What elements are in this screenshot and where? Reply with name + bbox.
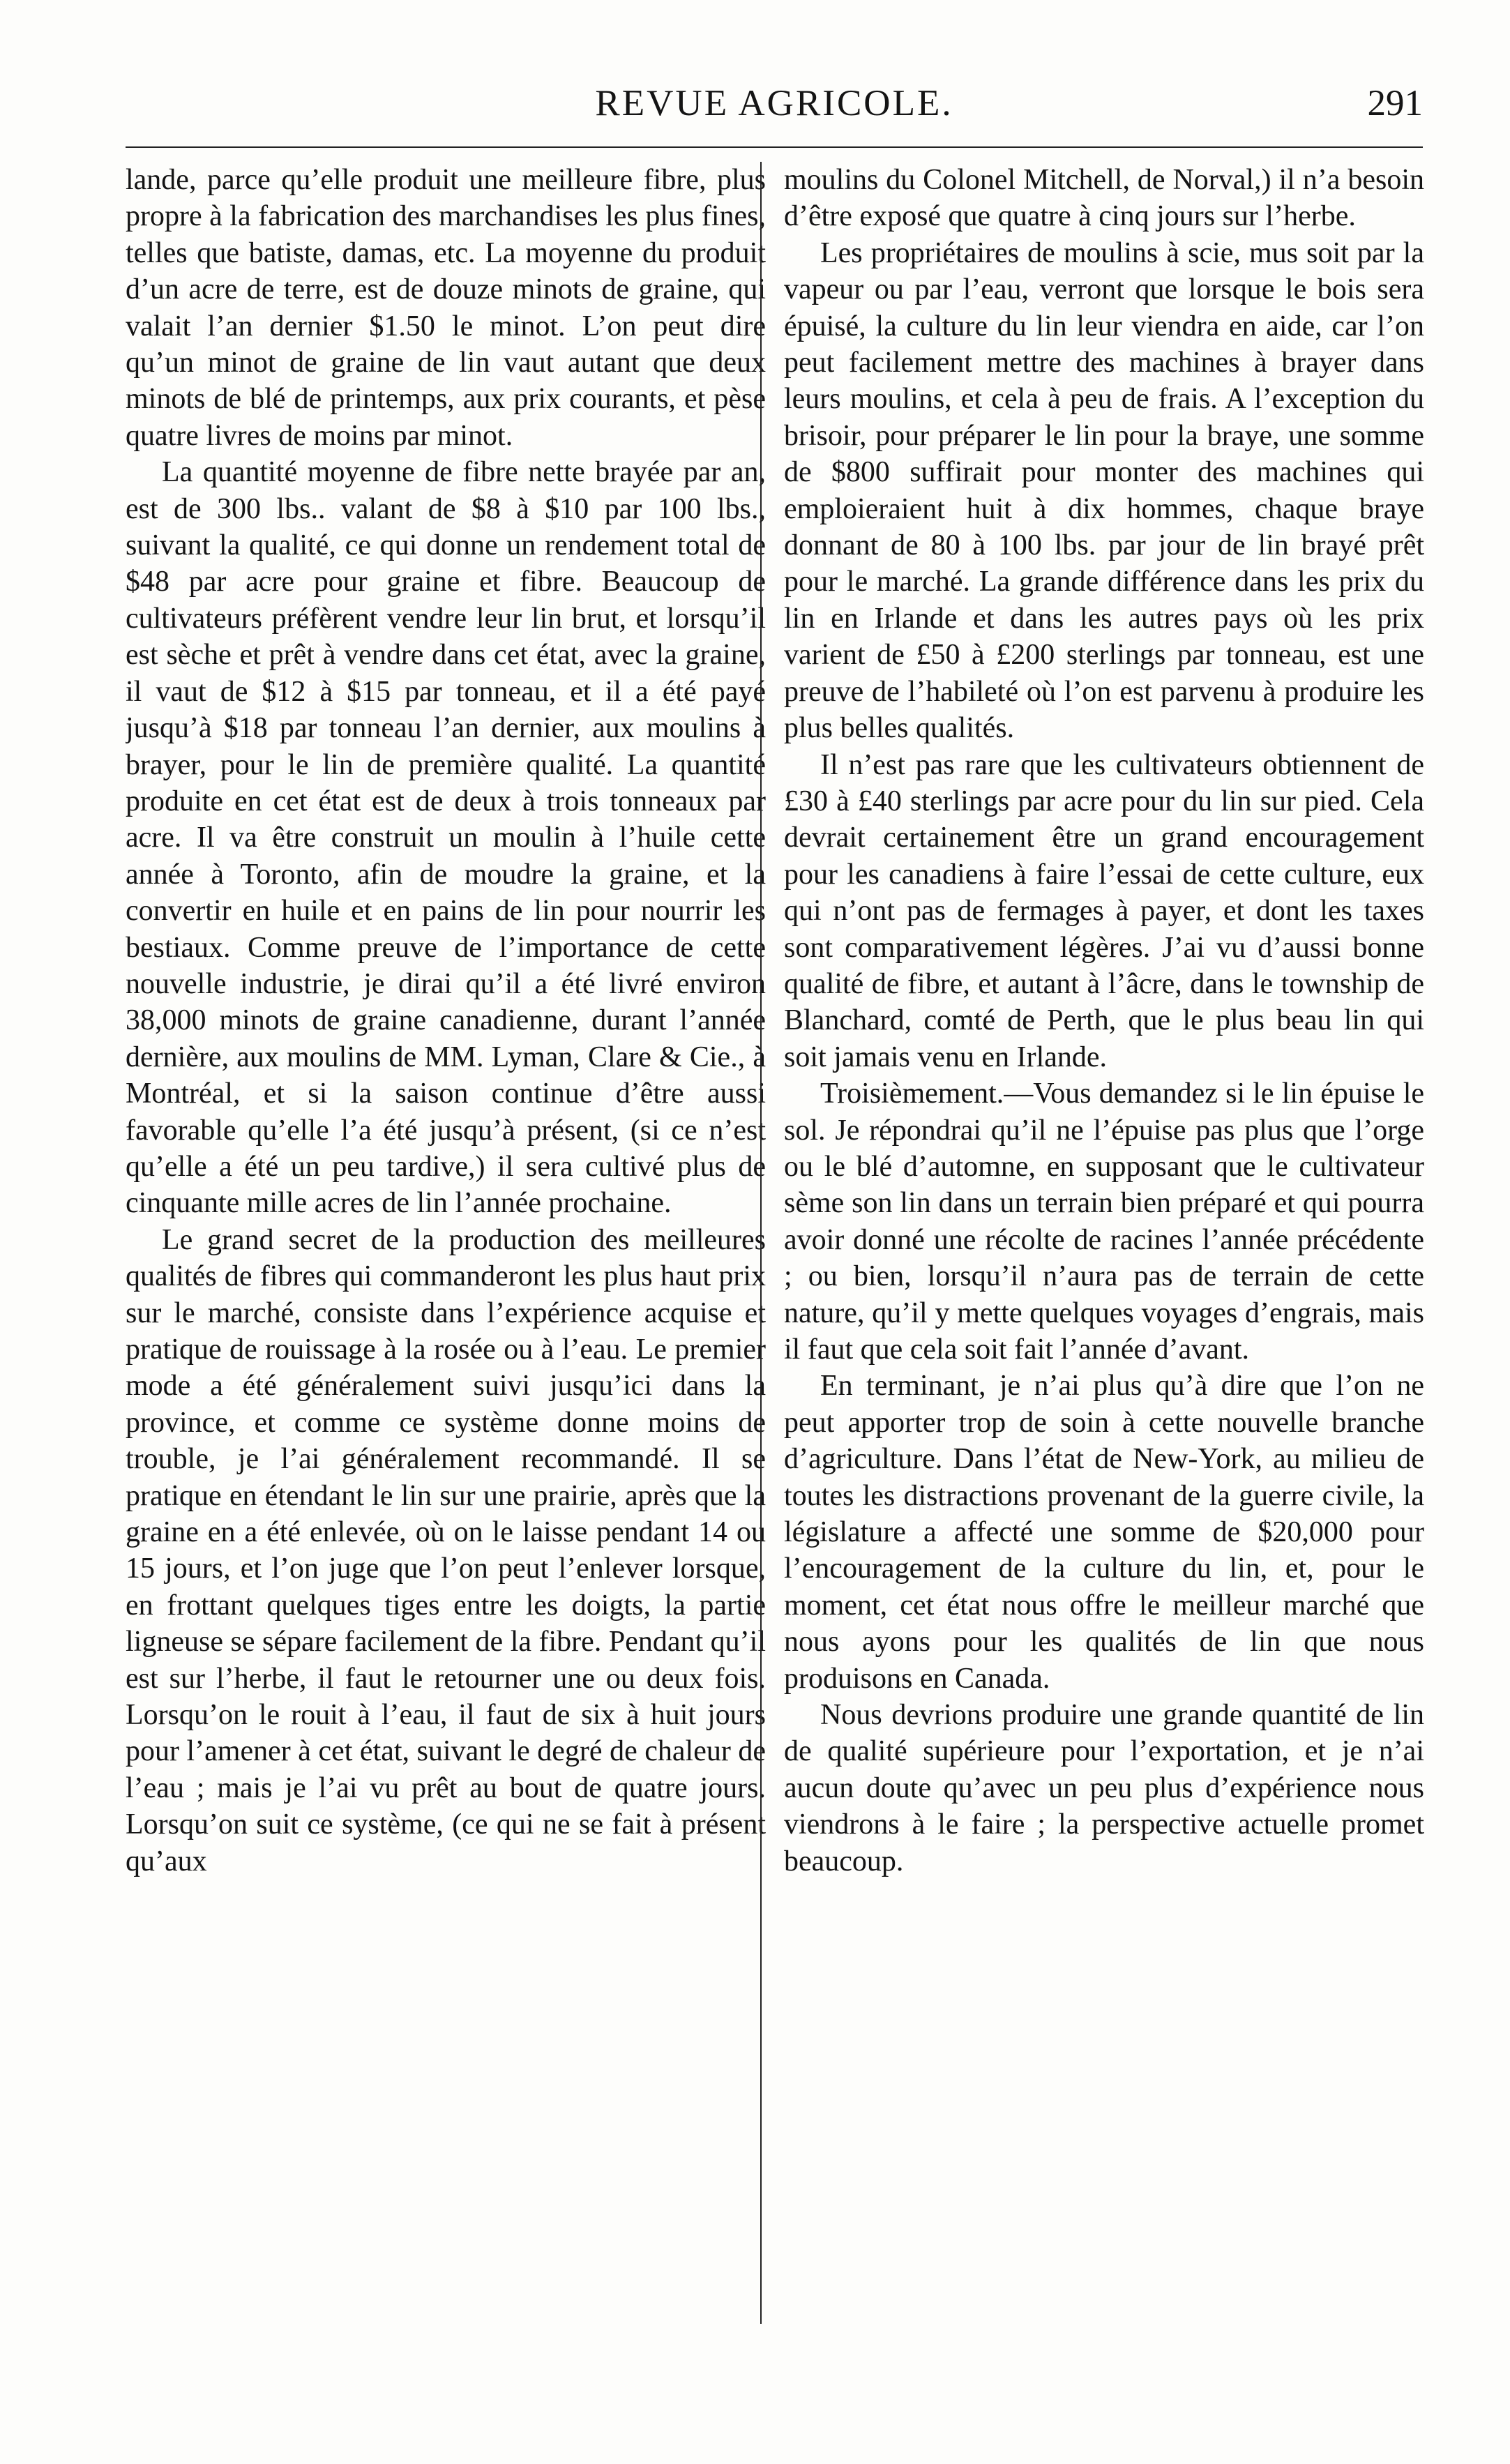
column-divider: [760, 162, 762, 2324]
right-column: [784, 162, 1424, 2345]
page-header: [126, 78, 1423, 134]
paragraph: La quantité moyenne de fibre nette brayée par an, est de 300 lbs.. valant de $8 à $10 par 100 lbs., suivant la qualité, ce qui donne un rendement total de $48 par acre pour graine et fibre. Beaucoup de cultivateurs préfèrent vendre leur lin brut, et lorsqu’il est sèche et prêt à vendre dans cet état, avec la graine, il vaut de $12 à $15 par tonneau, et il a été payé jusqu’à $18 par tonneau l’an dernier, aux moulins à brayer, pour le lin de première qualité. La quantité produite en cet état est de deux à trois tonneaux par acre. Il va être construit un moulin à l’huile cette année à Toronto, afin de moudre la graine, et la convertir en huile et en pains de lin pour nourrir les bestiaux. Comme preuve de l’importance de cette nouvelle industrie, je dirai qu’il a été livré environ 38,000 minots de graine canadienne, durant l’année dernière, aux moulins de MM. Lyman, Clare & Cie., à Montréal, et si la saison continue d’être aussi favorable qu’elle l’a été jusqu’à présent, (si ce n’est qu’elle a été un peu tardive,) il sera cultivé plus de cinquante mille acres de lin l’année prochaine.: [126, 456, 766, 1220]
paragraph: moulins du Colonel Mitchell, de Norval,) il n’a besoin d’être exposé que quatre à cinq jours sur l’herbe.: [784, 164, 1424, 233]
paragraph: lande, parce qu’elle produit une meilleure fibre, plus propre à la fabrication des marchandises les plus fines, telles que batiste, damas, etc. La moyenne du produit d’un acre de terre, est de douze minots de graine, qui valait l’an dernier $1.50 le minot. L’on peut dire qu’un minot de graine de lin vaut autant que deux minots de blé de printemps, aux prix courants, et pèse quatre livres de moins par minot.: [126, 164, 766, 452]
left-column: [126, 162, 766, 2345]
header-rule: [126, 146, 1423, 148]
paragraph: Nous devrions produire une grande quantité de lin de qualité supérieure pour l’exportation, et je n’ai aucun doute qu’avec un peu plus d’expérience nous viendrons à le faire ; la perspective actuelle promet beaucoup.: [784, 1699, 1424, 1877]
running-title: REVUE AGRICOLE.: [595, 83, 953, 123]
paragraph: Les propriétaires de moulins à scie, mus soit par la vapeur ou par l’eau, verront que lorsque le bois sera épuisé, la culture du lin leur viendra en aide, car l’on peut facilement mettre des machines à brayer dans leurs moulins, et cela à peu de frais. A l’exception du brisoir, pour préparer le lin pour la braye, une somme de $800 suffirait pour monter des machines qui emploieraient huit à dix hommes, chaque braye donnant de 80 à 100 lbs. par jour de lin brayé prêt pour le marché. La grande différence dans les prix du lin en Irlande et dans les autres pays où les prix varient de £50 à £200 sterlings par tonneau, est une preuve de l’habileté où l’on est parvenu à produire les plus belles qualités.: [784, 236, 1424, 745]
paragraph: Troisièmement.—Vous demandez si le lin épuise le sol. Je répondrai qu’il ne l’épuise pas plus que l’orge ou le blé d’automne, en supposant que le cultivateur sème son lin dans un terrain bien préparé et qui pourra avoir donné une récolte de racines l’année précédente ; ou bien, lorsqu’il n’aura pas de terrain de cette nature, qu’il y mette quelques voyages d’engrais, mais il faut que cela soit fait l’année d’avant.: [784, 1078, 1424, 1366]
page-number: 291: [1367, 83, 1423, 123]
paragraph: Le grand secret de la production des meilleures qualités de fibres qui commanderont les plus haut prix sur le marché, consiste dans l’expérience acquise et pratique de rouissage à la rosée ou à l’eau. Le premier mode a été généralement suivi jusqu’ici dans la province, et comme ce système donne moins de trouble, je l’ai généralement recommandé. Il se pratique en étendant le lin sur une prairie, après que la graine en a été enlevée, où on le laisse pendant 14 ou 15 jours, et l’on juge que l’on peut l’enlever lorsque, en frottant quelques tiges entre les doigts, la partie ligneuse se sépare facilement de la fibre. Pendant qu’il est sur l’herbe, il faut le retourner une ou deux fois. Lorsqu’on le rouit à l’eau, il faut de six à huit jours pour l’amener à cet état, suivant le degré de chaleur de l’eau ; mais je l’ai vu prêt au bout de quatre jours. Lorsqu’on suit ce système, (ce qui ne se fait à présent qu’aux: [126, 1223, 766, 1877]
paragraph: En terminant, je n’ai plus qu’à dire que l’on ne peut apporter trop de soin à cette nouvelle branche d’agriculture. Dans l’état de New-York, au milieu de toutes les distractions provenant de la guerre civile, la législature a affecté une somme de $20,000 pour l’encouragement de la culture du lin, et, pour le moment, cet état nous offre le meilleur marché que nous ayons pour les qualités de lin que nous produisons en Canada.: [784, 1370, 1424, 1695]
paragraph: Il n’est pas rare que les cultivateurs obtiennent de £30 à £40 sterlings par acre pour du lin sur pied. Cela devrait certainement être un grand encouragement pour les canadiens à faire l’essai de cette culture, eux qui n’ont pas de fermages à payer, et dont les taxes sont comparativement légères. J’ai vu d’aussi bonne qualité de fibre, et autant à l’âcre, dans le township de Blanchard, comté de Perth, que le plus beau lin qui soit jamais venu en Irlande.: [784, 748, 1424, 1073]
